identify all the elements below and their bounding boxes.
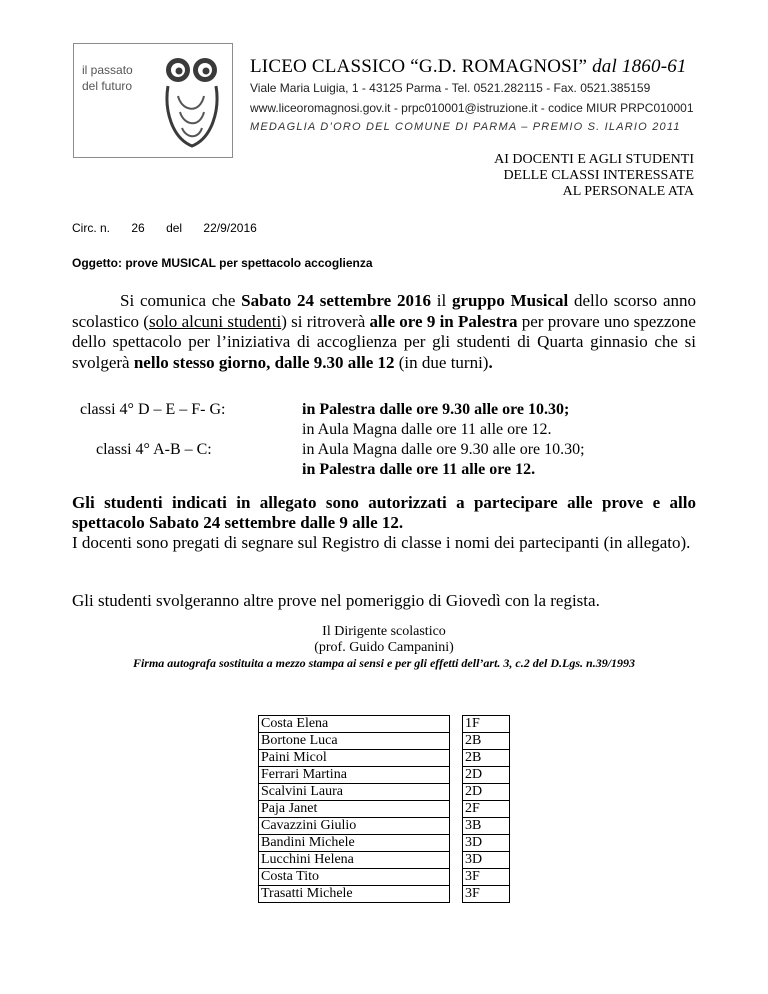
school-motto: MEDAGLIA D’ORO DEL COMUNE DI PARMA – PREMIO S. ILARIO 2011 bbox=[250, 121, 681, 133]
recipient-line: AI DOCENTI E AGLI STUDENTI bbox=[494, 152, 694, 167]
logo-tagline bbox=[82, 62, 172, 94]
student-class: 3D bbox=[463, 852, 510, 869]
circular-reference bbox=[72, 221, 275, 235]
student-class: 3D bbox=[463, 835, 510, 852]
student-name: Costa Elena bbox=[259, 716, 450, 733]
table-row bbox=[259, 784, 510, 801]
circular-number: 26 bbox=[131, 221, 145, 235]
table-row bbox=[259, 818, 510, 835]
text: il bbox=[430, 291, 452, 310]
student-class: 3F bbox=[463, 886, 510, 903]
circular-label: Circ. n. bbox=[72, 221, 111, 235]
student-class: 1F bbox=[463, 716, 510, 733]
school-address: Viale Maria Luigia, 1 - 43125 Parma - Tel. 0521.282115 - Fax. 0521.385159 bbox=[250, 81, 651, 95]
table-row bbox=[259, 733, 510, 750]
schedule-label: classi 4° A-B – C: bbox=[96, 441, 212, 458]
student-name: Paini Micol bbox=[259, 750, 450, 767]
student-class: 2D bbox=[463, 767, 510, 784]
circular-date: 22/9/2016 bbox=[203, 221, 257, 235]
bold-text: Gli studenti indicati in allegato sono autorizzati a partecipare alle prove e allo spettacolo Sabato 24 settembre dalle 9 alle 12. bbox=[72, 493, 696, 532]
bold-text: gruppo Musical bbox=[451, 291, 569, 310]
student-name: Paja Janet bbox=[259, 801, 450, 818]
school-name-text: LICEO CLASSICO “G.D. ROMAGNOSI” bbox=[250, 56, 588, 77]
table-row bbox=[259, 767, 510, 784]
text: I docenti sono pregati di segnare sul Registro di classe i nomi dei partecipanti (in allegato). bbox=[72, 533, 691, 552]
table-row bbox=[259, 835, 510, 852]
bold-text: alle ore 9 in Palestra bbox=[369, 311, 518, 331]
recipient-line: AL PERSONALE ATA bbox=[562, 184, 694, 199]
underlined-text: solo alcuni studenti bbox=[148, 311, 282, 331]
student-class: 2B bbox=[463, 733, 510, 750]
student-class: 2F bbox=[463, 801, 510, 818]
recipients bbox=[494, 152, 694, 200]
table-row bbox=[259, 886, 510, 903]
schedule-line: in Palestra dalle ore 11 alle ore 12. bbox=[302, 461, 536, 478]
subject-line: Oggetto: prove MUSICAL per spettacolo accoglienza bbox=[72, 256, 373, 270]
student-name: Trasatti Michele bbox=[259, 886, 450, 903]
body-paragraph-3: Gli studenti svolgeranno altre prove nel pomeriggio di Giovedì con la regista. bbox=[72, 591, 600, 610]
signature-name: (prof. Guido Campanini) bbox=[314, 640, 454, 655]
text: (in due turni) bbox=[394, 352, 489, 372]
schedule-line: in Aula Magna dalle ore 11 alle ore 12. bbox=[302, 421, 552, 438]
student-name: Lucchini Helena bbox=[259, 852, 450, 869]
bold-text: Sabato 24 settembre 2016 bbox=[241, 291, 431, 310]
signature-note: Firma autografa sostituita a mezzo stampa ai sensi e per gli effetti dell’art. 3, c.2 del D.Lgs. n.39/1993 bbox=[132, 656, 636, 670]
body-paragraph-2 bbox=[72, 493, 696, 553]
student-class: 3B bbox=[463, 818, 510, 835]
school-name bbox=[250, 56, 687, 78]
text: Si comunica che bbox=[120, 291, 242, 310]
signature-role: Il Dirigente scolastico bbox=[322, 624, 446, 639]
school-since: dal 1860-61 bbox=[592, 56, 687, 77]
text: per provare uno spezzone dello spettacolo per l’iniziativa di accoglienza per gli studenti di Quarta ginnasio che si svolgerà bbox=[72, 311, 696, 372]
students-table bbox=[258, 715, 510, 903]
body-paragraph-1 bbox=[72, 291, 696, 373]
student-name: Cavazzini Giulio bbox=[259, 818, 450, 835]
student-name: Scalvini Laura bbox=[259, 784, 450, 801]
student-name: Bandini Michele bbox=[259, 835, 450, 852]
owl-logo-icon bbox=[160, 50, 228, 152]
bold-text: nello stesso giorno, dalle 9.30 alle 12 bbox=[133, 352, 395, 372]
table-row bbox=[259, 801, 510, 818]
circular-del: del bbox=[166, 221, 183, 235]
table-row bbox=[259, 852, 510, 869]
bold-text: . bbox=[488, 352, 493, 372]
text: dello scorso anno scolastico ( bbox=[72, 291, 696, 331]
logo-line-1: il passato bbox=[82, 63, 133, 77]
student-name: Ferrari Martina bbox=[259, 767, 450, 784]
student-class: 2B bbox=[463, 750, 510, 767]
text: ) si ritroverà bbox=[281, 311, 370, 331]
table-row bbox=[259, 750, 510, 767]
student-name: Costa Tito bbox=[259, 869, 450, 886]
student-name: Bortone Luca bbox=[259, 733, 450, 750]
school-web: www.liceoromagnosi.gov.it - prpc010001@istruzione.it - codice MIUR PRPC010001 bbox=[250, 101, 694, 115]
schedule-line: in Palestra dalle ore 9.30 alle ore 10.30; bbox=[302, 401, 570, 418]
table-row bbox=[259, 869, 510, 886]
logo-line-2: del futuro bbox=[82, 79, 133, 93]
student-class: 2D bbox=[463, 784, 510, 801]
schedule-line: in Aula Magna dalle ore 9.30 alle ore 10.30; bbox=[302, 441, 585, 458]
schedule-label: classi 4° D – E – F- G: bbox=[80, 401, 226, 418]
table-row bbox=[259, 716, 510, 733]
recipient-line: DELLE CLASSI INTERESSATE bbox=[503, 168, 694, 183]
student-class: 3F bbox=[463, 869, 510, 886]
